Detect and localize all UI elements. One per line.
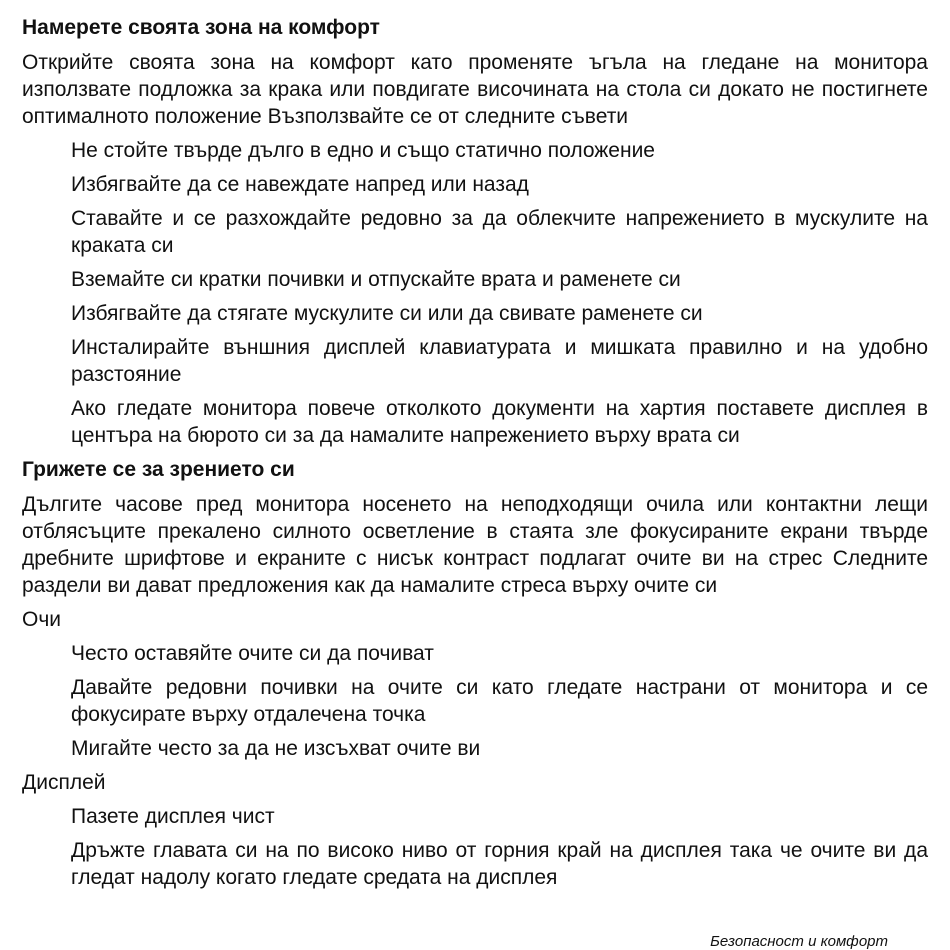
list-item: Инсталирайте външния дисплей клавиатурата и мишката правилно и на удобно разстояние — [71, 336, 928, 386]
list-item: Дръжте главата си на по високо ниво от горния край на дисплея така че очите ви да гледат надолу когато гледате средата на дисплея — [71, 839, 928, 889]
list-item: Избягвайте да стягате мускулите си или да свивате раменете си — [71, 302, 703, 325]
document-page — [22, 14, 928, 898]
list-item: Ставайте и се разхождайте редовно за да облекчите напрежението в мускулите на краката си — [71, 207, 928, 257]
paragraph-vision-intro: Дългите часове пред монитора носенето на неподходящи очила или контактни лещи отблясъците прекалено силното осветление в стаята зле фокусираните екрани твърде дребните шрифтове и екраните с нисък контраст подлагат очите ви на стрес Следните раздели ви дават предложения как да намалите стреса върху очите си — [22, 493, 928, 597]
list-item: Давайте редовни почивки на очите си като гледате настрани от монитора и се фокусирате върху отдалечена точка — [71, 676, 928, 726]
section-heading-vision: Грижете се за зрението си — [22, 458, 295, 481]
paragraph-comfort-zone-intro: Открийте своята зона на комфорт като променяте ъгъла на гледане на монитора използвате подложка за крака или повдигате височината на стола си докато не постигнете оптималното положение Възползвайте се от следните съвети — [22, 51, 928, 128]
list-item: Пазете дисплея чист — [71, 805, 275, 828]
list-item: Мигайте често за да не изсъхват очите ви — [71, 737, 481, 760]
page-footer: Безопасност и комфорт — [710, 933, 888, 950]
list-item: Не стойте твърде дълго в едно и също статично положение — [71, 139, 655, 162]
subheading-display: Дисплей — [22, 771, 106, 794]
list-item: Избягвайте да се навеждате напред или назад — [71, 173, 529, 196]
comfort-tips-list — [22, 137, 928, 449]
eyes-tips-list — [22, 640, 928, 762]
subheading-eyes: Очи — [22, 608, 62, 631]
display-tips-list — [22, 803, 928, 891]
section-heading-comfort-zone: Намерете своята зона на комфорт — [22, 16, 380, 39]
list-item: Често оставяйте очите си да почиват — [71, 642, 434, 665]
list-item: Ако гледате монитора повече отколкото документи на хартия поставете дисплея в центъра на бюрото си за да намалите напрежението върху врата си — [71, 397, 928, 447]
list-item: Вземайте си кратки почивки и отпускайте врата и раменете си — [71, 268, 681, 291]
